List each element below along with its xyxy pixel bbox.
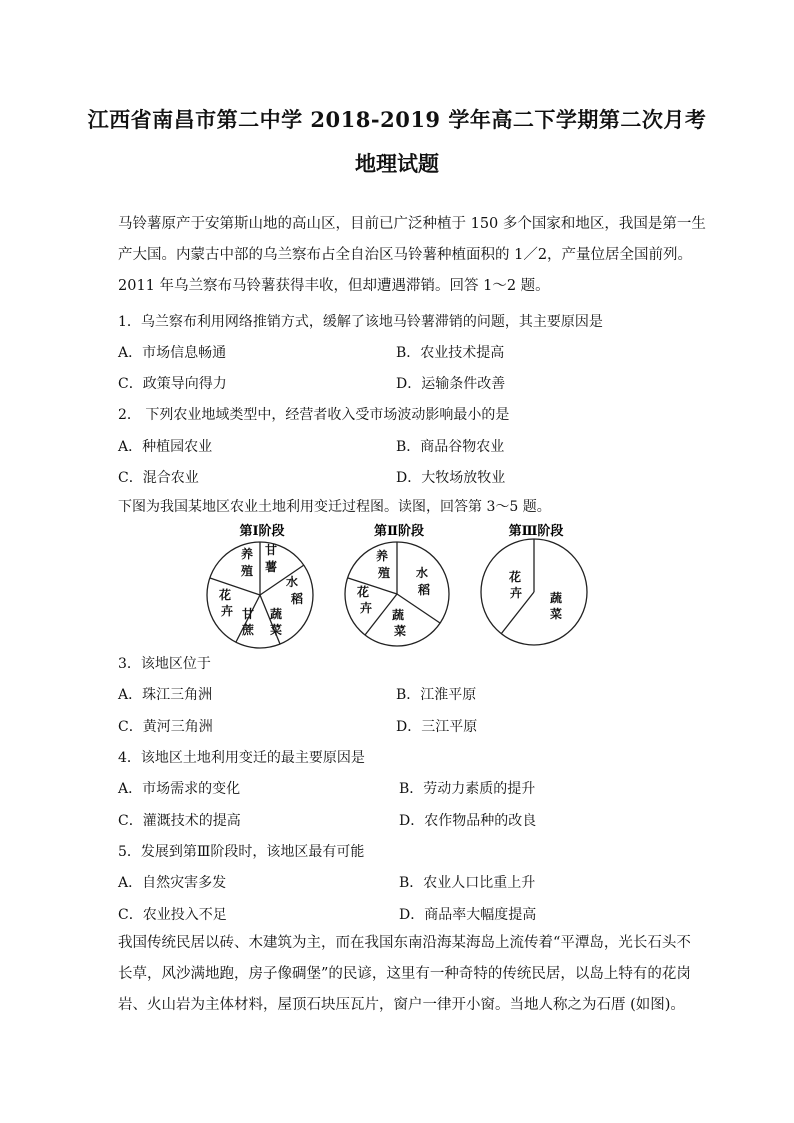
passage-line: 岩、火山岩为主体材料，屋顶石块压瓦片，窗户一律开小窗。当地人称之为石厝 (如图)。 (118, 997, 685, 1013)
stage-1-label-flower-1: 花 (219, 588, 232, 602)
stage-2-label-vegetable-1: 蔬 (392, 608, 405, 622)
question-4-option-a[interactable]: A．市场需求的变化 (118, 781, 241, 797)
question-1-option-d[interactable]: D．运输条件改善 (396, 376, 506, 392)
stage-1-label-breeding-2: 殖 (241, 564, 254, 578)
question-3-stem: 3．该地区位于 (118, 656, 211, 672)
question-4-option-b[interactable]: B．劳动力素质的提升 (399, 781, 536, 797)
question-5-stem: 5．发展到第Ⅲ阶段时，该地区最有可能 (118, 844, 365, 860)
stage-1-label-vegetable-1: 蔬 (270, 607, 283, 621)
document-subtitle: 地理试题 (355, 151, 439, 176)
stage-3-title: 第Ⅲ阶段 (508, 524, 564, 539)
stage-2-label-flower-1: 花 (357, 585, 370, 599)
question-1-option-b[interactable]: B．农业技术提高 (396, 345, 505, 361)
figure-intro: 下图为我国某地区农业土地利用变迁过程图。读图，回答第 3～5 题。 (118, 499, 551, 515)
stage-1-title: 第Ⅰ阶段 (239, 524, 285, 539)
document-title: 江西省南昌市第二中学 2018-2019 学年高二下学期第二次月考 (87, 107, 707, 132)
question-5-option-b[interactable]: B．农业人口比重上升 (399, 875, 536, 891)
question-2-option-a[interactable]: A．种植园农业 (118, 439, 213, 455)
passage-line: 长草，风沙满地跑，房子像碉堡”的民谚，这里有一种奇特的传统民居，以岛上特有的花岗 (118, 966, 691, 982)
stage-1-label-sweetpotato-1: 甘 (265, 543, 278, 557)
stage-2-label-rice-2: 稻 (418, 583, 431, 597)
stage-1-label-sugarcane-1: 甘 (242, 607, 255, 621)
question-3-option-c[interactable]: C．黄河三角洲 (118, 719, 213, 735)
stage-3-label-vegetable-2: 菜 (550, 607, 563, 621)
stage-2-label-vegetable-2: 菜 (394, 624, 407, 638)
question-3-option-d[interactable]: D．三江平原 (396, 719, 478, 735)
question-4-stem: 4．该地区土地利用变迁的最主要原因是 (118, 750, 365, 766)
divider (210, 578, 260, 595)
stage-1-label-rice-1: 水 (286, 575, 299, 589)
question-5-option-a[interactable]: A．自然灾害多发 (118, 875, 227, 891)
question-3-option-a[interactable]: A．珠江三角洲 (118, 687, 213, 703)
question-2-stem: 2． 下列农业地域类型中，经营者收入受市场波动影响最小的是 (118, 407, 510, 423)
stage-1-label-sweetpotato-2: 薯 (265, 560, 278, 574)
question-4-option-c[interactable]: C．灌溉技术的提高 (118, 813, 241, 829)
passage-line: 2011 年乌兰察布马铃薯获得丰收，但却遭遇滞销。回答 1～2 题。 (118, 278, 550, 294)
question-4-option-d[interactable]: D．农作物品种的改良 (399, 813, 537, 829)
question-2-option-c[interactable]: C．混合农业 (118, 470, 199, 486)
stage-3-label-flower-2: 卉 (510, 586, 523, 600)
question-1-option-a[interactable]: A．市场信息畅通 (118, 345, 227, 361)
land-use-figure (200, 518, 600, 650)
stage-2-label-breeding-2: 殖 (378, 566, 391, 580)
stage-2-label-flower-2: 卉 (360, 601, 373, 615)
question-1-stem: 1．乌兰察布利用网络推销方式，缓解了该地马铃薯滞销的问题，其主要原因是 (118, 314, 603, 330)
stage-2-title: 第Ⅱ阶段 (374, 524, 424, 539)
stage-2-label-rice-1: 水 (416, 566, 429, 580)
stage-1-label-vegetable-2: 菜 (270, 623, 283, 637)
stage-1-label-flower-2: 卉 (221, 604, 234, 618)
question-1-option-c[interactable]: C．政策导向得力 (118, 376, 227, 392)
passage-line: 马铃薯原产于安第斯山地的高山区，目前已广泛种植于 150 多个国家和地区，我国是第一生 (118, 216, 706, 232)
stage-3-label-vegetable-1: 蔬 (550, 591, 563, 605)
question-2-option-b[interactable]: B．商品谷物农业 (396, 439, 505, 455)
question-5-option-d[interactable]: D．商品率大幅度提高 (399, 907, 537, 923)
question-2-option-d[interactable]: D．大牧场放牧业 (396, 470, 506, 486)
question-5-option-c[interactable]: C．农业投入不足 (118, 907, 227, 923)
passage-line: 我国传统民居以砖、木建筑为主，而在我国东南沿海某海岛上流传着“平潭岛，光长石头不 (118, 935, 691, 951)
passage-line: 产大国。内蒙古中部的乌兰察布占全自治区马铃薯种植面积的 1／2，产量位居全国前列。 (118, 247, 693, 263)
stage-1-label-rice-2: 稻 (291, 592, 304, 606)
passage-stone-houses (118, 928, 691, 1021)
passage-potato (118, 209, 706, 302)
divider (348, 578, 397, 594)
stage-3-label-flower-1: 花 (509, 570, 522, 584)
stage-2-label-breeding-1: 养 (376, 549, 389, 563)
stage-1-label-sugarcane-2: 蔗 (242, 623, 255, 637)
stage-1-label-breeding-1: 养 (241, 547, 254, 561)
stage-3-pie (481, 539, 587, 645)
question-3-option-b[interactable]: B．江淮平原 (396, 687, 477, 703)
